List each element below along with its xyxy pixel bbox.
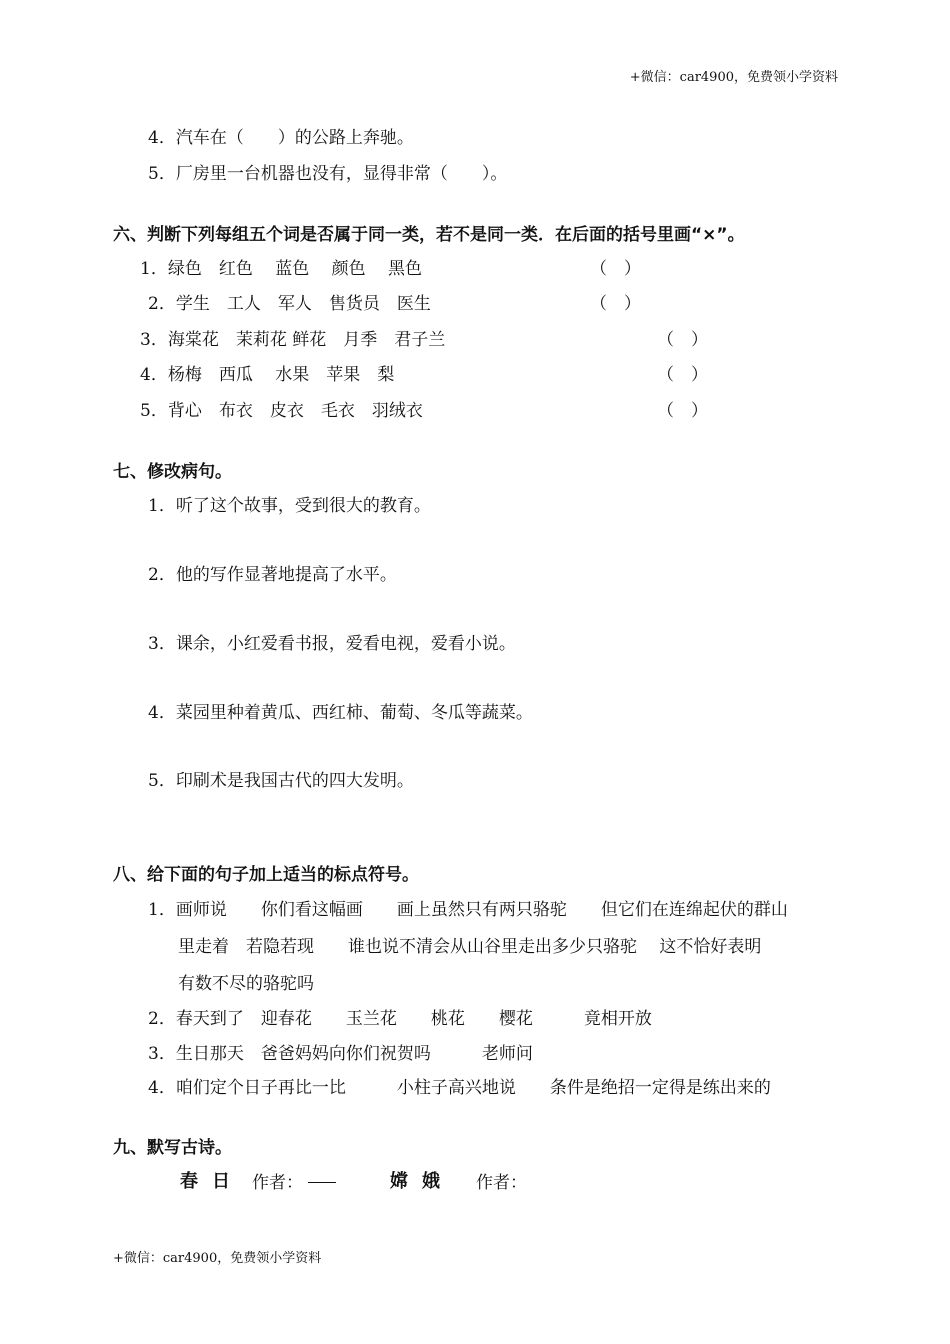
section-8-title: 八、给下面的句子加上适当的标点符号。 <box>113 865 419 885</box>
fill-in-item-4: 4．汽车在（ ）的公路上奔驰。 <box>148 128 414 148</box>
poem-2-title: 嫦娥 <box>390 1171 454 1192</box>
classify-item-4: 4．杨梅 西瓜 水果 苹果 梨 <box>140 365 395 385</box>
classify-item-2: 2．学生 工人 军人 售货员 医生 <box>148 294 431 314</box>
section-9-title: 九、默写古诗。 <box>113 1138 232 1158</box>
poem-1-author-blank <box>308 1182 336 1183</box>
punctuation-item-1-line-3: 有数不尽的骆驼吗 <box>178 974 314 994</box>
punctuation-item-2: 2．春天到了 迎春花 玉兰花 桃花 樱花 竟相开放 <box>148 1009 652 1029</box>
correction-item-2: 2．他的写作显著地提高了水平。 <box>148 565 397 585</box>
correction-item-4: 4．菜园里种着黄瓜、西红柿、葡萄、冬瓜等蔬菜。 <box>148 703 533 723</box>
punctuation-item-3: 3．生日那天 爸爸妈妈向你们祝贺吗 老师问 <box>148 1044 533 1064</box>
correction-item-3: 3．课余，小红爱看书报，爱看电视，爱看小说。 <box>148 634 516 654</box>
header-note: +微信：car4900，免费领小学资料 <box>629 70 838 85</box>
correction-item-5: 5．印刷术是我国古代的四大发明。 <box>148 771 414 791</box>
poem-2-author-label: 作者： <box>476 1173 527 1193</box>
classify-item-1: 1．绿色 红色 蓝色 颜色 黑色 <box>140 259 423 279</box>
poem-1-author-label: 作者： <box>252 1173 303 1193</box>
classify-bracket-2: （ ） <box>590 294 641 314</box>
fill-in-item-5: 5．厂房里一台机器也没有，显得非常（ ）。 <box>148 164 508 184</box>
section-7-title: 七、修改病句。 <box>113 462 232 482</box>
classify-item-3: 3．海棠花 茉莉花 鲜花 月季 君子兰 <box>140 330 446 350</box>
punctuation-item-4: 4．咱们定个日子再比一比 小柱子高兴地说 条件是绝招一定得是练出来的 <box>148 1078 771 1098</box>
punctuation-item-1-line-2: 里走着 若隐若现 谁也说不清会从山谷里走出多少只骆驼 这不恰好表明 <box>178 937 762 957</box>
poem-1-title: 春日 <box>180 1171 244 1192</box>
footer-note: +微信：car4900，免费领小学资料 <box>113 1251 322 1266</box>
correction-item-1: 1．听了这个故事，受到很大的教育。 <box>148 496 431 516</box>
classify-bracket-3: （ ） <box>657 330 708 350</box>
classify-bracket-1: （ ） <box>590 259 641 279</box>
classify-bracket-4: （ ） <box>657 365 708 385</box>
classify-item-5: 5．背心 布衣 皮衣 毛衣 羽绒衣 <box>140 401 423 421</box>
section-6-title: 六、判断下列每组五个词是否属于同一类，若不是同一类．在后面的括号里画“×”。 <box>113 225 745 245</box>
punctuation-item-1-line-1: 1．画师说 你们看这幅画 画上虽然只有两只骆驼 但它们在连绵起伏的群山 <box>148 900 788 920</box>
classify-bracket-5: （ ） <box>657 401 708 421</box>
